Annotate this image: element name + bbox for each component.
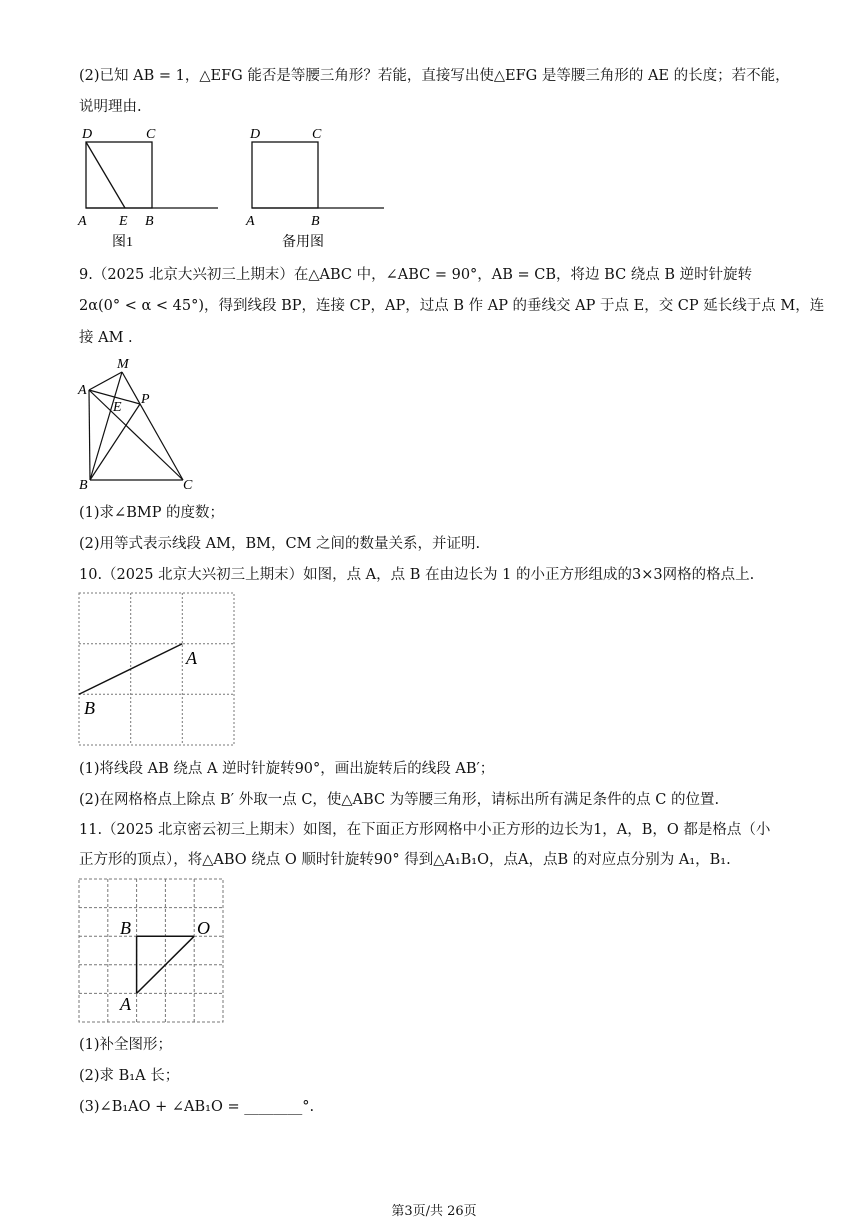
q8-part2-line1: (2)已知 AB = 1，△EFG 能否是等腰三角形？若能，直接写出使△EFG 是等腰三角形的 AE 的长度；若不能， [79, 68, 790, 84]
q8-part2-line2: 说明理由. [79, 99, 142, 115]
label-c: C [312, 127, 322, 142]
label-e: E [113, 400, 122, 415]
q11-part3: (3)∠B₁AO + ∠AB₁O = ________°. [79, 1099, 315, 1115]
q9-line3: 接 AM . [79, 330, 133, 346]
label-a: A [78, 383, 87, 398]
q11-part1: (1)补全图形； [79, 1037, 173, 1053]
label-m: M [117, 357, 129, 372]
q9-part1: (1)求∠BMP 的度数； [79, 505, 225, 521]
page-footer: 第3页/共 26页 [391, 1204, 477, 1219]
q10-line1: 10.（2025 北京大兴初三上期末）如图，点 A，点 B 在由边长为 1 的小正方形组成的3×3网格的格点上. [79, 567, 755, 583]
q11-part2: (2)求 B₁A 长； [79, 1068, 180, 1084]
fig1-caption: 图1 [112, 235, 133, 250]
q9-figure [76, 352, 206, 492]
label-b: B [84, 698, 95, 718]
label-a: A [120, 994, 131, 1014]
q11-line1: 11.（2025 北京密云初三上期末）如图，在下面正方形网格中小正方形的边长为1，A，B，O 都是格点（小 [79, 822, 771, 838]
label-b: B [145, 214, 154, 229]
q11-line2: 正方形的顶点），将△ABO 绕点 O 顺时针旋转90° 得到△A₁B₁O，点A，点B 的对应点分别为 A₁，B₁. [79, 852, 731, 868]
segment-de [86, 142, 125, 208]
q11-grid-figure [78, 878, 226, 1024]
q9-line2: 2α(0° < α < 45°)，得到线段 BP，连接 CP，AP，过点 B 作 AP 的垂线交 AP 于点 E，交 CP 延长线于点 M，连 [79, 298, 825, 314]
square-abcd [252, 142, 318, 208]
q8-figure-1 [76, 124, 226, 250]
q10-part2: (2)在网格格点上除点 B′ 外取一点 C，使△ABC 为等腰三角形，请标出所有满足条件的点 C 的位置. [79, 792, 720, 808]
label-b: B [311, 214, 320, 229]
label-b: B [120, 918, 131, 938]
label-p: P [141, 392, 150, 407]
label-c: C [146, 127, 156, 142]
label-a: A [246, 214, 255, 229]
q10-part1: (1)将线段 AB 绕点 A 逆时针旋转90°，画出旋转后的线段 AB′； [79, 761, 495, 777]
label-d: D [250, 127, 261, 142]
label-a: A [186, 648, 197, 668]
q9-line1: 9.（2025 北京大兴初三上期末）在△ABC 中，∠ABC = 90°，AB = CB，将边 BC 绕点 B 逆时针旋转 [79, 267, 753, 283]
q8-figure-2 [242, 124, 392, 250]
fig2-caption: 备用图 [282, 235, 324, 250]
label-b: B [79, 478, 88, 493]
label-e: E [119, 214, 128, 229]
label-d: D [82, 127, 93, 142]
q9-part2: (2)用等式表示线段 AM，BM，CM 之间的数量关系，并证明. [79, 536, 481, 552]
q10-grid-figure [78, 592, 236, 748]
label-o: O [197, 918, 210, 938]
label-a: A [78, 214, 87, 229]
label-c: C [183, 478, 193, 493]
